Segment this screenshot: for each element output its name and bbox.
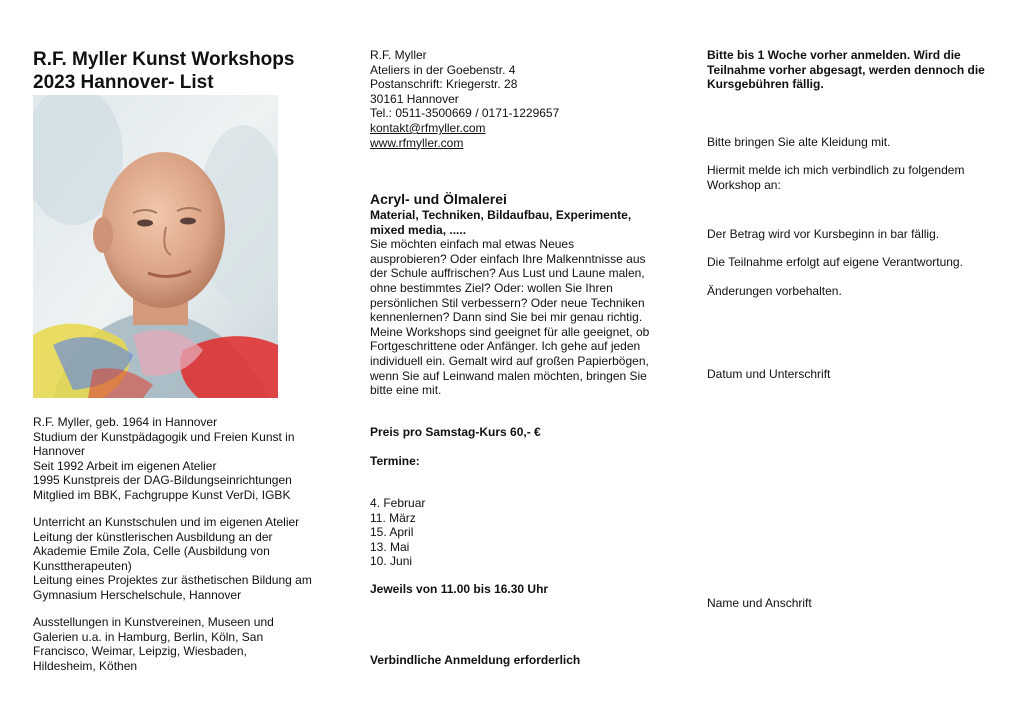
bio-line: Francisco, Weimar, Leipzig, Wiesbaden, xyxy=(33,644,247,659)
course-title: Acryl- und Ölmalerei xyxy=(370,191,507,207)
contact-block xyxy=(370,48,670,150)
description-line: ausprobieren? Oder einfach Ihre Malkenntnisse aus xyxy=(370,251,646,266)
contact-line: 30161 Hannover xyxy=(370,91,459,106)
payment-note: Der Betrag wird vor Kursbeginn in bar fällig. xyxy=(707,227,940,241)
bio-line: Ausstellungen in Kunstvereinen, Museen und xyxy=(33,615,274,629)
description-line: individuell ein. Gemalt wird auf großen Papierbögen, xyxy=(370,353,649,368)
registration-notice xyxy=(707,48,1007,92)
signature-field-label: Datum und Unterschrift xyxy=(707,367,831,381)
times-text: Jeweils von 11.00 bis 16.30 Uhr xyxy=(370,582,549,596)
notice-line: Kursgebühren fällig. xyxy=(707,77,824,92)
course-block xyxy=(370,191,670,398)
bio-line: Leitung eines Projektes zur ästhetischen Bildung am xyxy=(33,573,312,588)
price-text: Preis pro Samstag-Kurs 60,- € xyxy=(370,425,541,439)
register-line: Hiermit melde ich mich verbindlich zu folgendem xyxy=(707,163,965,177)
website-link[interactable]: www.rfmyller.com xyxy=(370,135,464,150)
bio-section-teaching xyxy=(33,515,333,603)
description-line: Meine Workshops sind geeignet für alle geeignet, ob xyxy=(370,324,650,339)
title-line: 2023 Hannover- List xyxy=(33,72,214,93)
changes-note: Änderungen vorbehalten. xyxy=(707,284,842,298)
description-line: bitte eine mit. xyxy=(370,383,442,398)
bio-line: Gymnasium Herschelschule, Hannover xyxy=(33,587,242,602)
clothing-note: Bitte bringen Sie alte Kleidung mit. xyxy=(707,135,891,149)
course-subtitle-line: mixed media, ..... xyxy=(370,222,467,237)
description-line: persönlichen Stil verbessern? Oder neue Techniken xyxy=(370,295,645,310)
dates-list xyxy=(370,496,670,569)
bio-line: Kunsttherapeuten) xyxy=(33,558,132,573)
bio-line: Galerien u.a. in Hamburg, Berlin, Köln, San xyxy=(33,629,264,644)
date-item: 10. Juni xyxy=(370,554,413,569)
course-subtitle-line: Material, Techniken, Bildaufbau, Experimente, xyxy=(370,208,632,222)
description-line: ohne bestimmtes Ziel? Oder: wollen Sie Ihren xyxy=(370,280,613,295)
contact-line: Ateliers in der Goebenstr. 4 xyxy=(370,62,516,77)
bio-line: Hannover xyxy=(33,444,86,459)
date-item: 11. März xyxy=(370,510,416,525)
dates-label: Termine: xyxy=(370,454,420,468)
contact-line: Tel.: 0511-3500669 / 0171-1229657 xyxy=(370,106,560,121)
bio-line: Studium der Kunstpädagogik und Freien Kunst in xyxy=(33,429,295,444)
bio-line: R.F. Myller, geb. 1964 in Hannover xyxy=(33,415,218,429)
name-address-field-label: Name und Anschrift xyxy=(707,596,812,610)
description-line: Fortgeschrittene oder Anfänger. Ich gehe auf jeden xyxy=(370,339,641,354)
notice-line: Teilnahme vorher abgesagt, werden dennoch die xyxy=(707,62,985,77)
flyer-title xyxy=(33,48,333,94)
responsibility-note: Die Teilnahme erfolgt auf eigene Verantwortung. xyxy=(707,255,963,269)
bio-line: Unterricht an Kunstschulen und im eigenen Atelier xyxy=(33,515,300,529)
description-line: Sie möchten einfach mal etwas Neues xyxy=(370,237,575,252)
description-line: der Schule auffrischen? Aus Lust und Laune malen, xyxy=(370,266,645,281)
contact-line: Postanschrift: Kriegerstr. 28 xyxy=(370,77,518,92)
bio-line: Akademie Emile Zola, Celle (Ausbildung von xyxy=(33,544,270,559)
artist-portrait-photo xyxy=(33,95,278,398)
bio-line: Mitglied im BBK, Fachgruppe Kunst VerDi, IGBK xyxy=(33,487,291,502)
registration-text: Verbindliche Anmeldung erforderlich xyxy=(370,653,581,667)
contact-line: R.F. Myller xyxy=(370,48,427,62)
bio-line: Hildesheim, Köthen xyxy=(33,658,138,673)
date-item: 15. April xyxy=(370,525,414,540)
date-item: 4. Februar xyxy=(370,496,426,510)
bio-line: Seit 1992 Arbeit im eigenen Atelier xyxy=(33,458,217,473)
date-item: 13. Mai xyxy=(370,539,410,554)
notice-line: Bitte bis 1 Woche vorher anmelden. Wird die xyxy=(707,48,961,62)
bio-section-career xyxy=(33,415,333,503)
description-line: wenn Sie auf Leinwand malen möchten, bringen Sie xyxy=(370,368,647,383)
bio-section-exhibitions xyxy=(33,615,333,673)
bio-line: 1995 Kunstpreis der DAG-Bildungseinrichtungen xyxy=(33,473,292,488)
register-line: Workshop an: xyxy=(707,177,781,192)
bio-line: Leitung der künstlerischen Ausbildung an der xyxy=(33,529,273,544)
register-statement xyxy=(707,163,1007,192)
description-line: kennenlernen? Dann sind Sie bei mir genau richtig. xyxy=(370,310,643,325)
title-line: R.F. Myller Kunst Workshops xyxy=(33,49,295,70)
email-link[interactable]: kontakt@rfmyller.com xyxy=(370,120,486,135)
